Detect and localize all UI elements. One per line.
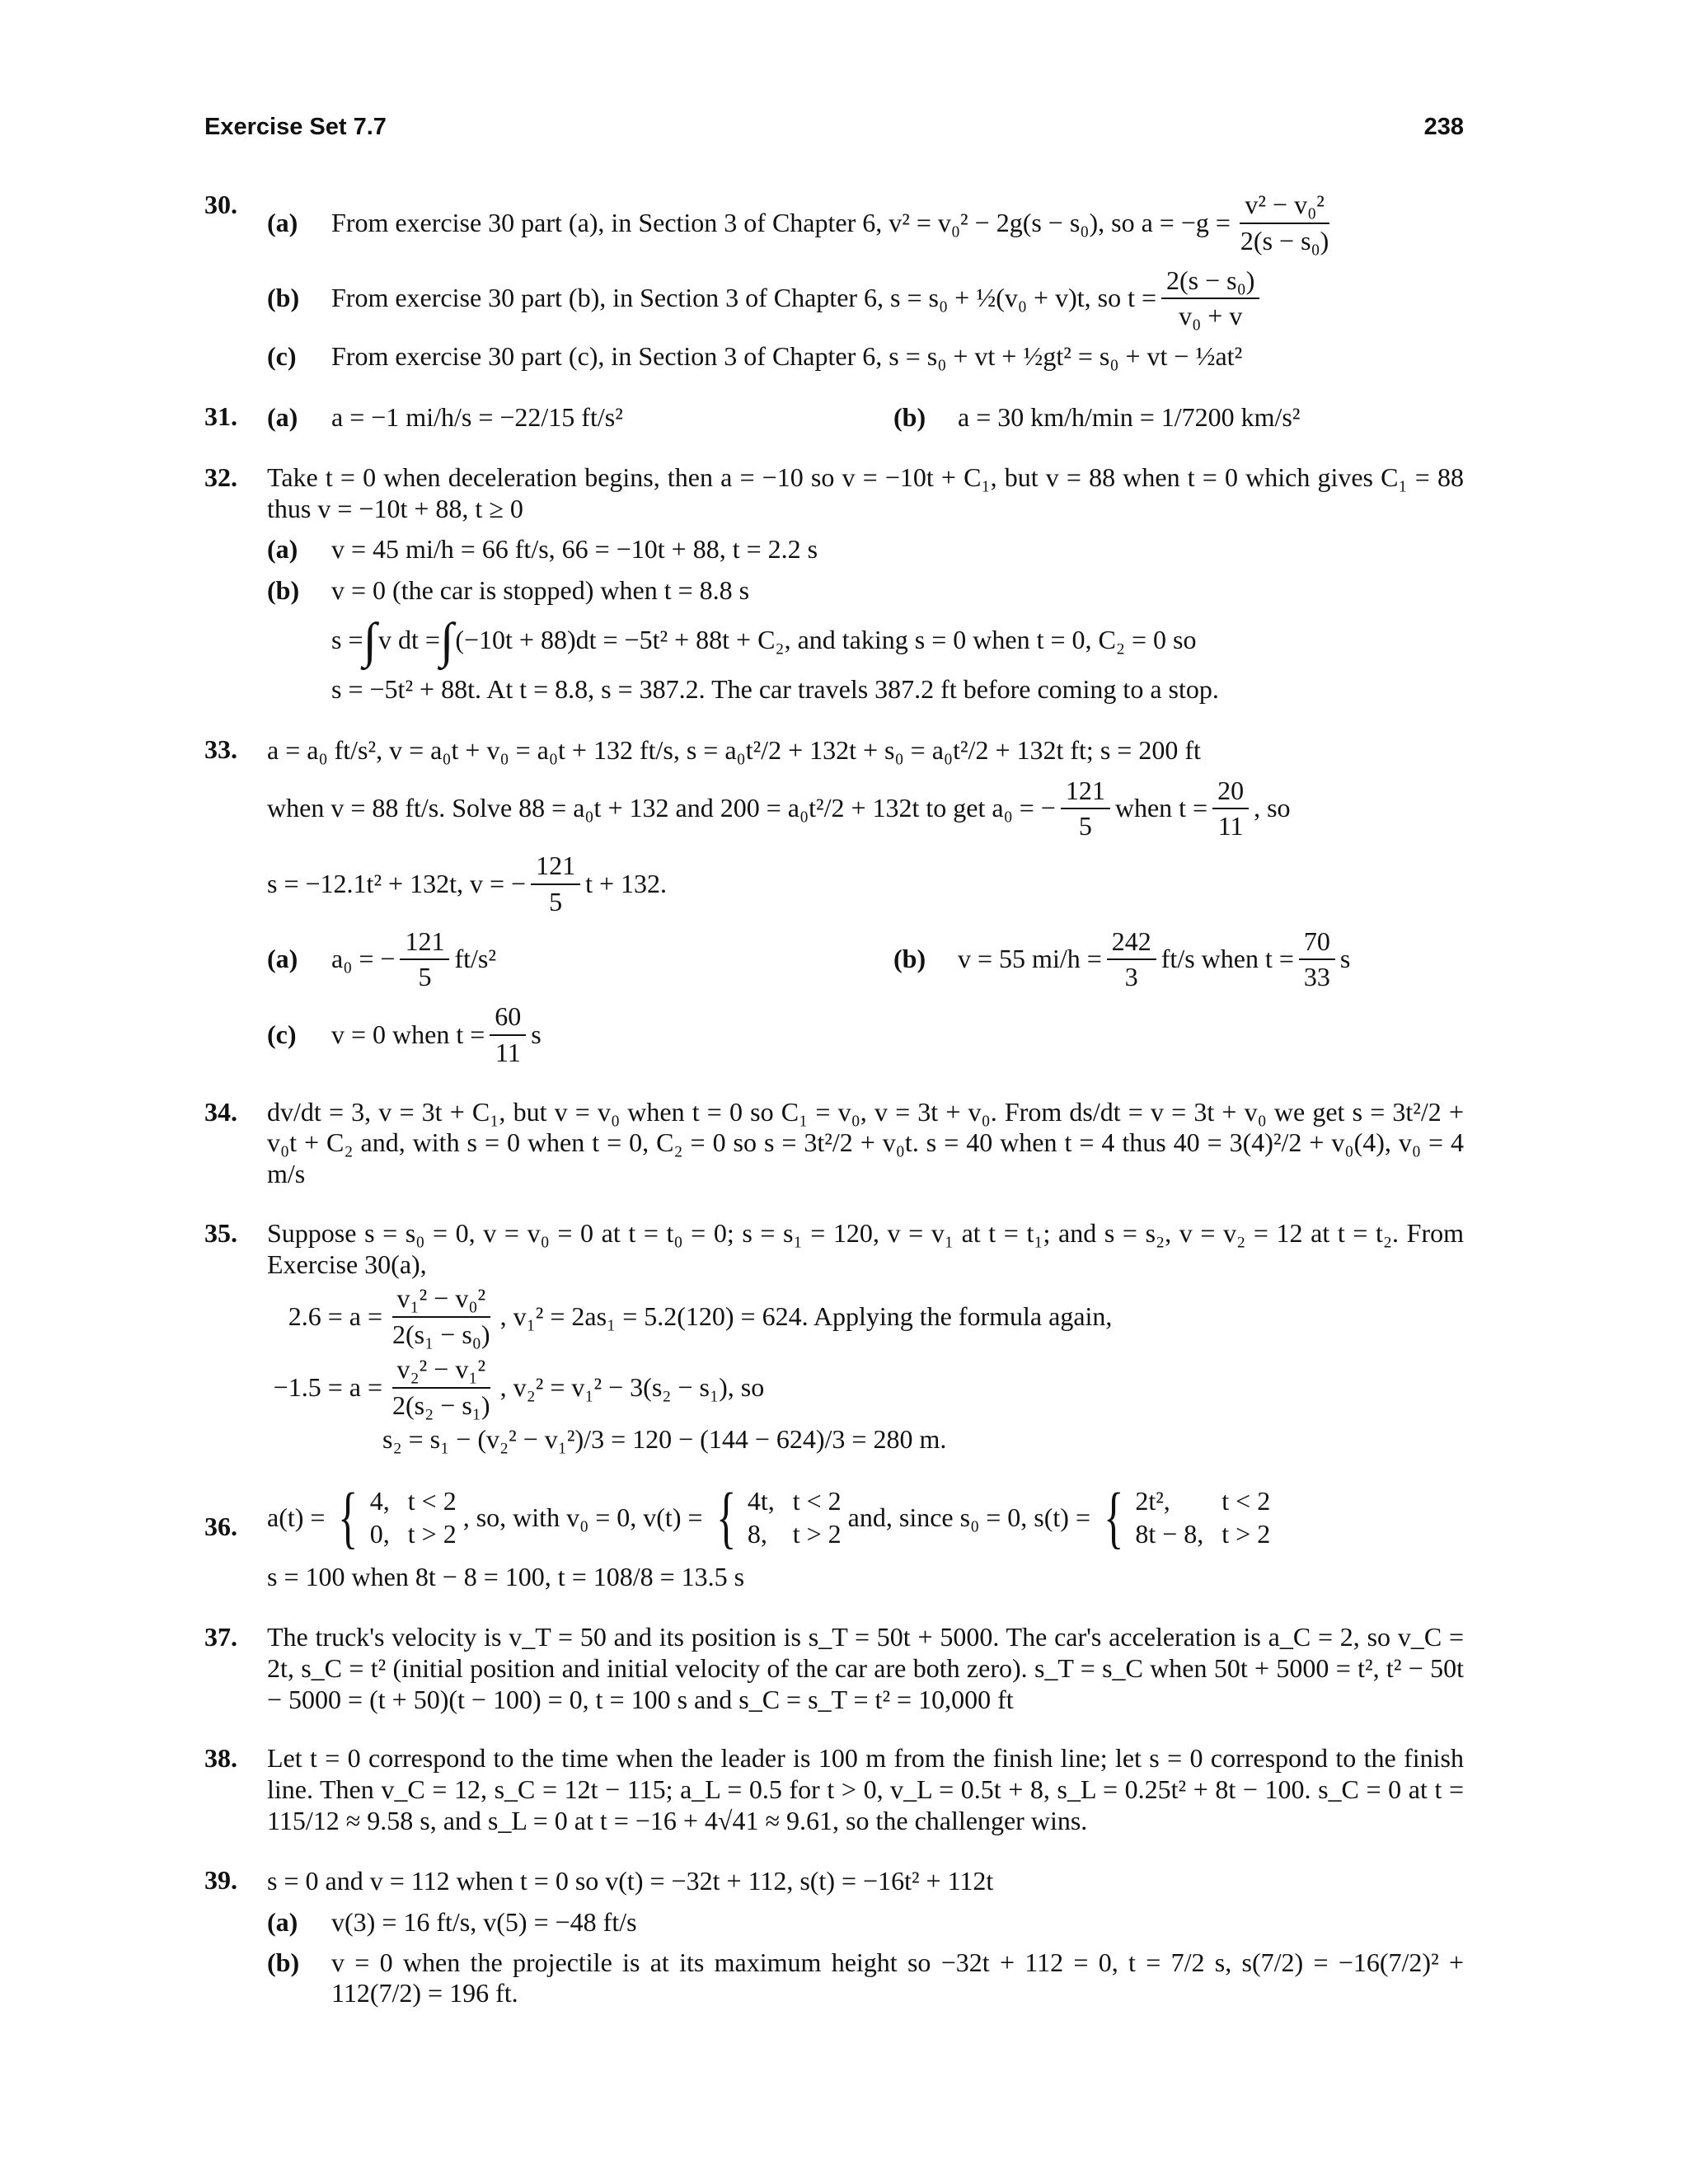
problem-text: The truck's velocity is v_T = 50 and its position is s_T = 50t + 5000. The car's acceleration is a_C = 2, so v_C = 2t, s_C = t² (initial position and initial velocity of the car are both zero). s_T = s_C when 50t + 5000 = t², t² − 50t − 5000 = (t + 50)(t − 100) = 0, t = 100 s and s_C = s_T = t² = 10,000 ft bbox=[267, 1622, 1464, 1714]
equation-row-1: 2.6 = a = $\frac{\text{v₁² − v₀²}}{\text{2(s₁ − s₀)}}$ , v₁² = 2as₁ = 5.2(120) = 624. Applying the formula again, bbox=[288, 1283, 1113, 1349]
part-31 bbox=[267, 401, 1464, 434]
part-39a: (a) v(3) = 16 ft/s, v(5) = −48 ft/s bbox=[267, 1906, 637, 1937]
problem-30 bbox=[204, 190, 1464, 373]
part-text: a = −1 mi/h/s = −22/15 ft/s² bbox=[331, 402, 623, 433]
part-label: (c) bbox=[267, 341, 297, 372]
problem-text: Let t = 0 correspond to the time when the leader is 100 m from the finish line; let s = 0 correspond to the finish line. Then v_C = 12, s_C = 12t − 115; a_L = 0.5 for t > 0, v_L = 0.5t + 8, s_L = 0.25t² + 8t − 100. s_C = 0 at t = 115/12 ≈ 9.58 s, and s_L = 0 at t = −16 + 4√41 ≈ 9.61, so the challenger wins. bbox=[267, 1743, 1464, 1835]
integral-line: s = ∫ v dt = ∫ (−10t + 88)dt = −5t² + 88t + C₂, and taking s = 0 when t = 0, C₂ = 0 so bbox=[331, 612, 1197, 668]
part-text: From exercise 30 part (b), in Section 3 of Chapter 6, s = s₀ + ½(v₀ + v)t, so t = bbox=[331, 283, 1156, 313]
problem-number: 38. bbox=[204, 1743, 237, 1774]
fraction: $\frac{\text{2(s − s₀)}}{\text{v₀ + v}}$ bbox=[1161, 265, 1259, 333]
problem-35 bbox=[204, 1218, 1464, 1455]
integral-sign: ∫ bbox=[363, 612, 377, 668]
part-text: From exercise 30 part (a), in Section 3 of Chapter 6, v² = v₀² − 2g(s − s₀), so a = −g = bbox=[331, 207, 1231, 237]
brace-icon: { bbox=[1104, 1479, 1124, 1556]
problem-32 bbox=[204, 462, 1464, 706]
problem-number: 30. bbox=[204, 190, 237, 219]
equation-row-3: s₂ = s₁ − (v₂² − v₁²)/3 = 120 − (144 − 624)/3 = 280 m. bbox=[382, 1424, 947, 1455]
piecewise-line: a(t) = { 4, t < 2 0, t > 2 , so, with v₀ = 0, v(t) = { 4t, t < 2 8, t > 2 and, since s₀ = 0, s(t) = { 2t², t < 2 8t − 8, t > 2 bbox=[267, 1479, 1271, 1556]
problem-33 bbox=[204, 734, 1464, 1069]
fraction: $\frac{242}{3}$ bbox=[1107, 926, 1156, 994]
part-30b bbox=[267, 265, 1464, 333]
document-body bbox=[204, 181, 1464, 2037]
part-31b bbox=[893, 402, 1300, 434]
fraction: $\frac{\text{v₁² − v₀²}}{\text{2(s₁ − s₀)}}$ bbox=[392, 1283, 490, 1349]
problem-37 bbox=[204, 1622, 1464, 1715]
problem-intro: Take t = 0 when deceleration begins, then a = −10 so v = −10t + C₁, but v = 88 when t = 0 which gives C₁ = 88 thus v = −10t + 88, t ≥ 0 bbox=[267, 462, 1464, 523]
intro-line-3: s = −12.1t² + 132t, v = − $\frac{121}{5}$ t + 132. bbox=[267, 851, 667, 916]
problem-number: 39. bbox=[204, 1864, 237, 1895]
fraction: $\frac{121}{5}$ bbox=[531, 851, 580, 918]
integral-sign: ∫ bbox=[439, 612, 454, 668]
part-32a bbox=[267, 533, 1464, 566]
part-text: From exercise 30 part (c), in Section 3 of Chapter 6, s = s₀ + vt + ½gt² = s₀ + vt − ½at² bbox=[331, 341, 1243, 372]
part-33b: (b) v = 55 mi/h = $\frac{242}{3}$ ft/s when t = $\frac{70}{33}$ s bbox=[893, 926, 1351, 992]
fraction: $\frac{\text{v² − v₀²}}{\text{2(s − s₀)}}$ bbox=[1240, 190, 1329, 255]
problem-34 bbox=[204, 1097, 1464, 1190]
fraction: $\frac{70}{33}$ bbox=[1299, 926, 1335, 994]
page-header bbox=[204, 114, 1464, 141]
part-label: (b) bbox=[267, 283, 300, 313]
result-line: s = 100 when 8t − 8 = 100, t = 108/8 = 13.5 s bbox=[267, 1562, 745, 1592]
problem-number: 32. bbox=[204, 462, 237, 492]
part-33a: (a) a₀ = − $\frac{121}{5}$ ft/s² bbox=[267, 926, 496, 992]
part-31a bbox=[267, 402, 893, 434]
part-label: (a) bbox=[267, 402, 298, 433]
part-label: (c) bbox=[267, 1019, 297, 1049]
problem-number: 34. bbox=[204, 1096, 237, 1127]
part-30c bbox=[267, 340, 1464, 373]
cases-v: { 4t, t < 2 8, t > 2 bbox=[715, 1479, 842, 1556]
page-number: 238 bbox=[1423, 114, 1464, 140]
equation-row-2: −1.5 = a = $\frac{\text{v₂² − v₁²}}{\text{2(s₂ − s₁)}}$ , v₂² = v₁² − 3(s₂ − s₁), so bbox=[273, 1353, 765, 1420]
part-33c: (c) v = 0 when t = $\frac{60}{11}$ s bbox=[267, 1001, 542, 1067]
part-text: a = 30 km/h/min = 1/7200 km/s² bbox=[958, 402, 1301, 433]
part-text: v = 45 mi/h = 66 ft/s, 66 = −10t + 88, t = 2.2 s bbox=[331, 533, 818, 564]
problem-intro: s = 0 and v = 112 when t = 0 so v(t) = −32t + 112, s(t) = −16t² + 112t bbox=[267, 1865, 994, 1896]
part-label: (b) bbox=[893, 402, 926, 433]
problem-38 bbox=[204, 1743, 1464, 1836]
fraction: $\frac{121}{5}$ bbox=[400, 926, 449, 994]
section-title: Exercise Set 7.7 bbox=[204, 114, 387, 140]
cases-s: { 2t², t < 2 8t − 8, t > 2 bbox=[1104, 1479, 1271, 1556]
part-label: (a) bbox=[267, 207, 298, 237]
problem-number: 36. bbox=[204, 1511, 237, 1541]
problem-number: 33. bbox=[204, 733, 237, 764]
brace-icon: { bbox=[338, 1479, 359, 1556]
part-label: (b) bbox=[893, 944, 926, 974]
cases-a: { 4, t < 2 0, t > 2 bbox=[338, 1479, 457, 1556]
fraction: $\frac{121}{5}$ bbox=[1061, 776, 1110, 843]
problem-36 bbox=[204, 1479, 1464, 1594]
part-label: (b) bbox=[267, 1947, 300, 1977]
fraction: $\frac{20}{11}$ bbox=[1212, 776, 1249, 843]
part-text: v = 0 (the car is stopped) when t = 8.8 s bbox=[331, 574, 750, 605]
problem-number: 35. bbox=[204, 1217, 237, 1248]
brace-icon: { bbox=[715, 1479, 736, 1556]
problem-intro: Suppose s = s₀ = 0, v = v₀ = 0 at t = t₀ = 0; s = s₁ = 120, v = v₁ at t = t₁; and s = s₂, v = v₂ = 12 at t = t₂. From Exercise 30(a), bbox=[267, 1217, 1464, 1279]
conclusion-line: s = −5t² + 88t. At t = 8.8, s = 387.2. The car travels 387.2 ft before coming to a stop. bbox=[331, 673, 1219, 704]
part-label: (b) bbox=[267, 574, 300, 605]
intro-line-1: a = a₀ ft/s², v = a₀t + v₀ = a₀t + 132 ft/s, s = a₀t²/2 + 132t + s₀ = a₀t²/2 + 132t ft; s = 200 ft bbox=[267, 734, 1201, 765]
part-39b: (b) v = 0 when the projectile is at its maximum height so −32t + 112 = 0, t = 7/2 s, s(7/2) = −16(7/2)² + 112(7/2) = 196 ft. bbox=[267, 1947, 1464, 2008]
fraction: $\frac{60}{11}$ bbox=[490, 1001, 526, 1069]
fraction: $\frac{\text{v₂² − v₁²}}{\text{2(s₂ − s₁)}}$ bbox=[392, 1353, 490, 1420]
part-32b bbox=[267, 574, 1464, 607]
part-label: (a) bbox=[267, 1906, 298, 1937]
problem-39 bbox=[204, 1865, 1464, 2010]
problem-number: 31. bbox=[204, 401, 237, 431]
part-label: (a) bbox=[267, 533, 298, 564]
part-33ab bbox=[267, 926, 1464, 994]
part-30a bbox=[267, 190, 1464, 257]
problem-31 bbox=[204, 401, 1464, 434]
problem-number: 37. bbox=[204, 1622, 237, 1652]
problem-text: dv/dt = 3, v = 3t + C₁, but v = v₀ when t = 0 so C₁ = v₀, v = 3t + v₀. From ds/dt = v = 3t + v₀ we get s = 3t²/2 + v₀t + C₂ and, with s = 0 when t = 0, C₂ = 0 so s = 3t²/2 + v₀t. s = 40 when t = 4 thus 40 = 3(4)²/2 + v₀(4), v₀ = 4 m/s bbox=[267, 1096, 1464, 1188]
part-label: (a) bbox=[267, 944, 298, 974]
intro-line-2: when v = 88 ft/s. Solve 88 = a₀t + 132 and 200 = a₀t²/2 + 132t to get a₀ = − $\frac{121}{5}$ when t = $\frac{20}{11}$ , so bbox=[267, 775, 1291, 841]
